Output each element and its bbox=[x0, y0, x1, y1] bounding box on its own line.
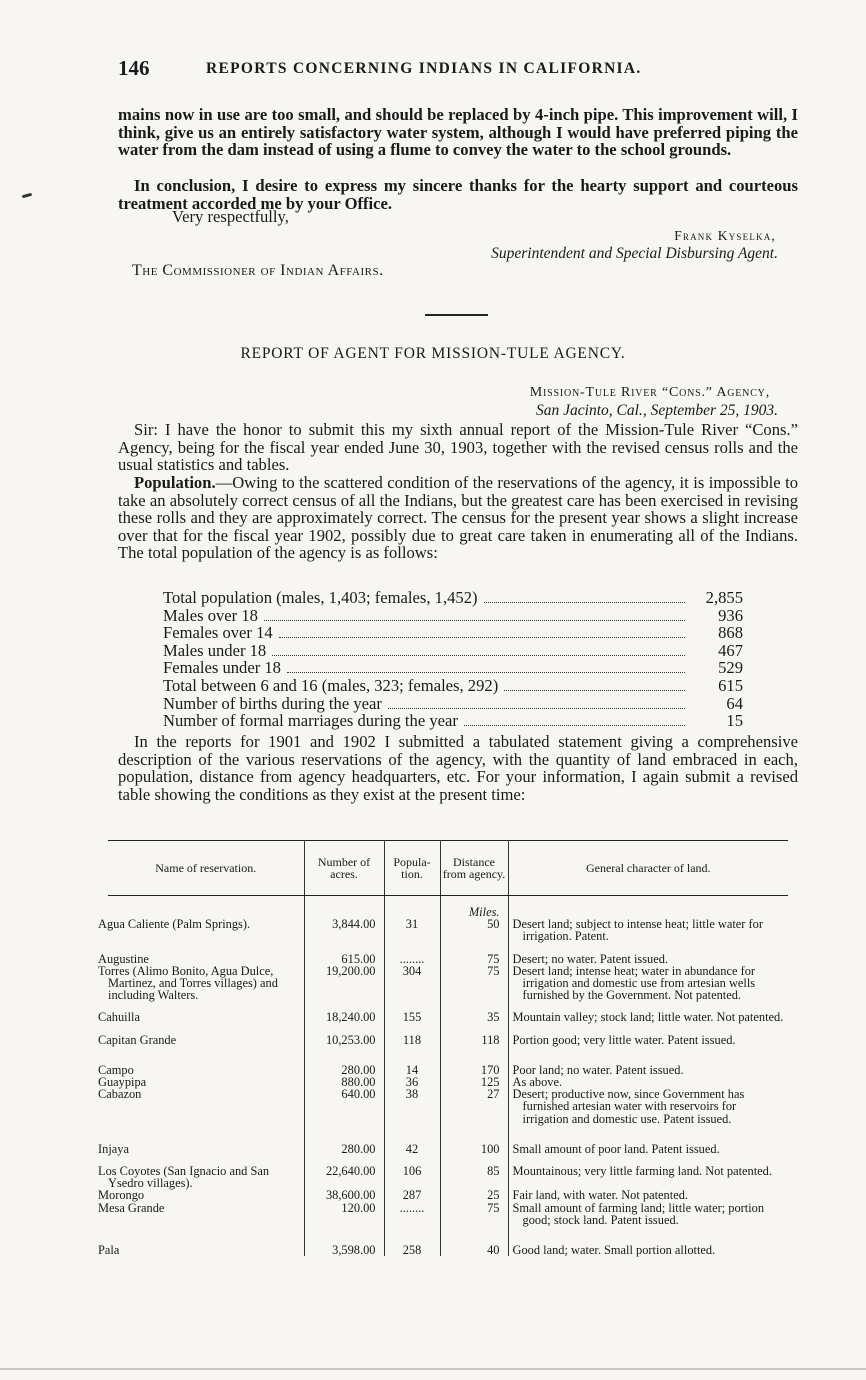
distance-cell: 170 bbox=[440, 1064, 508, 1076]
population-stat-row bbox=[163, 606, 743, 624]
table-row bbox=[108, 1202, 788, 1226]
running-title: REPORTS CONCERNING INDIANS IN CALIFORNIA. bbox=[206, 60, 642, 77]
population-cell: 258 bbox=[384, 1244, 440, 1256]
acres-cell: 22,640.00 bbox=[304, 1165, 384, 1189]
leader-dots bbox=[388, 708, 685, 709]
page-header bbox=[118, 56, 808, 84]
stat-label: Total population (males, 1,403; females, 1,452) bbox=[163, 588, 478, 607]
table-row bbox=[108, 1189, 788, 1201]
col-header-distance: Distance from agency. bbox=[440, 841, 508, 896]
character-cell: Desert; no water. Patent issued. bbox=[508, 953, 788, 965]
population-stat-row bbox=[163, 641, 743, 659]
section-divider bbox=[425, 314, 488, 316]
reservation-name: Campo bbox=[98, 1062, 134, 1077]
acres-cell: 38,600.00 bbox=[304, 1189, 384, 1201]
stat-value: 529 bbox=[718, 658, 743, 678]
distance-cell: 35 bbox=[440, 1011, 508, 1023]
table-row bbox=[108, 918, 788, 942]
population-cell: ........ bbox=[384, 1202, 440, 1226]
distance-cell: 27 bbox=[440, 1088, 508, 1125]
leader-dots bbox=[264, 620, 685, 621]
stat-value: 64 bbox=[726, 693, 743, 713]
stat-value: 15 bbox=[726, 711, 743, 731]
reservation-name: Guaypipa bbox=[98, 1075, 147, 1090]
character-cell: Desert; productive now, since Government has furnished artesian water with reservoirs for irrigation and domestic use. Patent issued. bbox=[508, 1088, 788, 1125]
population-cell: 14 bbox=[384, 1064, 440, 1076]
col-header-character: General character of land. bbox=[508, 841, 788, 896]
leader-dots bbox=[287, 672, 685, 673]
population-cell: ........ bbox=[384, 953, 440, 965]
stat-value: 868 bbox=[718, 623, 743, 643]
table-row bbox=[108, 1143, 788, 1155]
reservations-table bbox=[98, 840, 788, 1258]
population-text: —Owing to the scattered condition of the reservations of the agency, it is impossible to take an absolutely correct census of all the Indians, but the greatest care has been exercised in revising these rolls and they are approximately correct. The census for the present year shows a slight increase over that for the fiscal year 1902, possibly due to great care taken in enumerating all of the Indians. The total population of the agency is as follows: bbox=[118, 473, 798, 563]
character-cell: Desert land; subject to intense heat; little water for irrigation. Patent. bbox=[508, 918, 788, 942]
population-cell: 106 bbox=[384, 1165, 440, 1189]
reservation-name: Morongo bbox=[98, 1188, 145, 1203]
table-row bbox=[108, 1011, 788, 1023]
character-cell: Mountainous; very little farming land. Not patented. bbox=[508, 1165, 788, 1189]
acres-cell: 3,598.00 bbox=[304, 1244, 384, 1256]
table-row bbox=[108, 953, 788, 965]
distance-cell: 100 bbox=[440, 1143, 508, 1155]
addressee: The Commissioner of Indian Affairs. bbox=[132, 262, 384, 279]
col-header-population: Popula-tion. bbox=[384, 841, 440, 896]
character-cell: As above. bbox=[508, 1076, 788, 1088]
distance-cell: 40 bbox=[440, 1244, 508, 1256]
acres-cell: 880.00 bbox=[304, 1076, 384, 1088]
population-cell: 36 bbox=[384, 1076, 440, 1088]
population-stat-row bbox=[163, 711, 743, 729]
population-cell: 31 bbox=[384, 918, 440, 942]
reservation-name: Cabazon bbox=[98, 1087, 142, 1102]
row-spacer bbox=[108, 1046, 788, 1064]
acres-cell: 18,240.00 bbox=[304, 1011, 384, 1023]
distance-cell: 75 bbox=[440, 1202, 508, 1226]
reservation-name: Pala bbox=[98, 1243, 120, 1258]
acres-cell: 10,253.00 bbox=[304, 1034, 384, 1046]
population-stat-row bbox=[163, 623, 743, 641]
col-header-name: Name of reservation. bbox=[108, 841, 304, 896]
population-cell: 155 bbox=[384, 1011, 440, 1023]
closing: Very respectfully, bbox=[172, 207, 289, 226]
population-stat-row bbox=[163, 658, 743, 676]
stat-label: Total between 6 and 16 (males, 323; females, 292) bbox=[163, 675, 499, 695]
row-spacer bbox=[108, 1125, 788, 1143]
intro-paragraph: mains now in use are too small, and should be replaced by 4-inch pipe. This improvement will, I think, give us an entirely satisfactory water system, although I would have preferred piping the water from the dam instead of using a flume to convey the water to the school grounds. bbox=[118, 105, 798, 160]
row-spacer bbox=[108, 1226, 788, 1244]
population-heading: Population. bbox=[134, 473, 216, 492]
acres-cell: 615.00 bbox=[304, 953, 384, 965]
population-stat-row bbox=[163, 676, 743, 694]
population-stat-row bbox=[163, 694, 743, 712]
leader-dots bbox=[272, 655, 685, 656]
signer-title: Superintendent and Special Disbursing Agent. bbox=[491, 245, 778, 262]
page-number: 146 bbox=[118, 56, 150, 80]
stat-value: 936 bbox=[718, 605, 743, 625]
reservation-name: Capitan Grande bbox=[98, 1032, 177, 1047]
stat-label: Number of births during the year bbox=[163, 693, 382, 713]
distance-unit: Miles. bbox=[440, 896, 508, 919]
reservation-name: Injaya bbox=[98, 1141, 129, 1156]
reservation-name: Augustine bbox=[98, 951, 149, 966]
stat-label: Number of formal marriages during the year bbox=[163, 711, 458, 731]
date-line: San Jacinto, Cal., September 25, 1903. bbox=[536, 402, 778, 419]
units-row bbox=[108, 896, 788, 919]
stat-label: Females over 14 bbox=[163, 623, 273, 643]
population-stat-row bbox=[163, 588, 743, 606]
table-row bbox=[108, 1034, 788, 1046]
page-edge bbox=[0, 1368, 866, 1370]
distance-cell: 25 bbox=[440, 1189, 508, 1201]
acres-cell: 640.00 bbox=[304, 1088, 384, 1125]
table-row bbox=[108, 1244, 788, 1256]
leader-dots bbox=[484, 602, 685, 603]
leader-dots bbox=[464, 725, 685, 726]
signer-name: Frank Kyselka, bbox=[674, 228, 776, 243]
distance-cell: 125 bbox=[440, 1076, 508, 1088]
col-header-acres: Number of acres. bbox=[304, 841, 384, 896]
character-cell: Small amount of poor land. Patent issued. bbox=[508, 1143, 788, 1155]
sir-paragraph: Sir: I have the honor to submit this my sixth annual report of the Mission-Tule River “Cons.” Agency, being for the fiscal year ended June 30, 1903, together with the revised census rolls and the usual statistics and tables. bbox=[118, 420, 798, 475]
stat-value: 615 bbox=[718, 675, 743, 695]
population-paragraph bbox=[118, 474, 798, 562]
section-title: REPORT OF AGENT FOR MISSION-TULE AGENCY. bbox=[240, 345, 626, 362]
reservation-name: Agua Caliente (Palm Springs). bbox=[98, 917, 251, 932]
reservation-name: Cahuilla bbox=[98, 1010, 140, 1025]
acres-cell: 280.00 bbox=[304, 1143, 384, 1155]
acres-cell: 19,200.00 bbox=[304, 965, 384, 1002]
stat-value: 2,855 bbox=[705, 588, 743, 607]
table-row bbox=[108, 1165, 788, 1189]
distance-cell: 118 bbox=[440, 1034, 508, 1046]
stat-label: Males under 18 bbox=[163, 640, 267, 660]
character-cell: Fair land, with water. Not patented. bbox=[508, 1189, 788, 1201]
population-cell: 304 bbox=[384, 965, 440, 1002]
stat-label: Females under 18 bbox=[163, 658, 281, 678]
reports-paragraph: In the reports for 1901 and 1902 I submitted a tabulated statement giving a comprehensive description of the various reservations of the agency, with the quantity of land embraced in each, population, distance from agency headquarters, etc. For your information, I again submit a revised table showing the conditions as they exist at the present time: bbox=[118, 732, 798, 804]
table-header-row bbox=[108, 841, 788, 896]
population-cell: 287 bbox=[384, 1189, 440, 1201]
population-stats bbox=[163, 588, 743, 729]
character-cell: Poor land; no water. Patent issued. bbox=[508, 1064, 788, 1076]
reservation-name: Los Coyotes (San Ignacio and San Ysedro villages). bbox=[98, 1164, 270, 1191]
stat-value: 467 bbox=[718, 640, 743, 660]
table-row bbox=[108, 1064, 788, 1076]
leader-dots bbox=[504, 690, 685, 691]
character-cell: Small amount of farming land; little water; portion good; stock land. Patent issued. bbox=[508, 1202, 788, 1226]
character-cell: Mountain valley; stock land; little water. Not patented. bbox=[508, 1011, 788, 1023]
ink-smudge bbox=[22, 193, 32, 198]
distance-cell: 50 bbox=[440, 918, 508, 942]
distance-cell: 85 bbox=[440, 1165, 508, 1189]
distance-cell: 75 bbox=[440, 953, 508, 965]
character-cell: Desert land; intense heat; water in abundance for irrigation and domestic use from artesian wells furnished by the Government. Not patented. bbox=[508, 965, 788, 1002]
table-row bbox=[108, 1088, 788, 1125]
population-cell: 38 bbox=[384, 1088, 440, 1125]
stat-label: Males over 18 bbox=[163, 605, 258, 625]
row-spacer bbox=[108, 943, 788, 953]
agency-line: Mission-Tule River “Cons.” Agency, bbox=[529, 385, 770, 400]
acres-cell: 280.00 bbox=[304, 1064, 384, 1076]
population-cell: 118 bbox=[384, 1034, 440, 1046]
conclusion-paragraph: In conclusion, I desire to express my sincere thanks for the hearty support and courteous treatment accorded me by your Office. bbox=[118, 176, 798, 213]
reservation-name: Mesa Grande bbox=[98, 1200, 165, 1215]
character-cell: Portion good; very little water. Patent issued. bbox=[508, 1034, 788, 1046]
reservation-name: Torres (Alimo Bonito, Agua Dulce, Martinez, and Torres villages) and including Walters. bbox=[98, 963, 278, 1003]
acres-cell: 3,844.00 bbox=[304, 918, 384, 942]
leader-dots bbox=[279, 637, 685, 638]
table-row bbox=[108, 965, 788, 1002]
acres-cell: 120.00 bbox=[304, 1202, 384, 1226]
distance-cell: 75 bbox=[440, 965, 508, 1002]
character-cell: Good land; water. Small portion allotted. bbox=[508, 1244, 788, 1256]
population-cell: 42 bbox=[384, 1143, 440, 1155]
